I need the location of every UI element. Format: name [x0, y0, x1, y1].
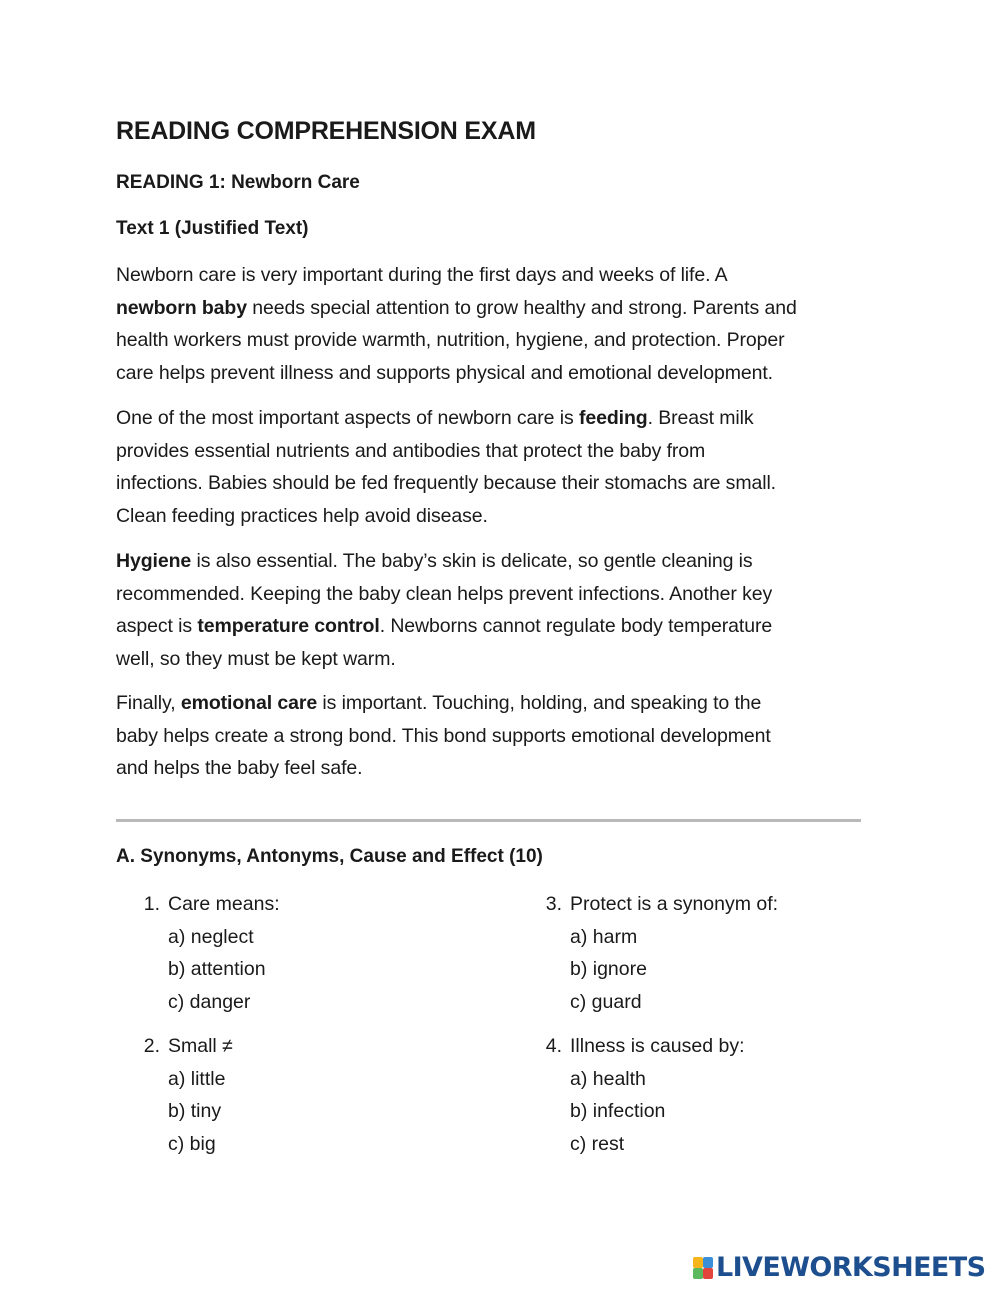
paragraph-text: is also essential. The baby’s skin is delicate, so gentle cleaning is [191, 550, 753, 572]
paragraph-line [116, 687, 862, 720]
paragraph-line: infections. Babies should be fed frequently because their stomachs are small. [116, 472, 777, 495]
paragraph-line: health workers must provide warmth, nutrition, hygiene, and protection. Proper [116, 329, 785, 352]
paragraph-line: baby helps create a strong bond. This bond supports emotional development [116, 724, 771, 747]
answer-option[interactable]: c) danger [168, 990, 251, 1013]
question-prompt: Protect is a synonym of: [570, 893, 779, 915]
paragraph-line: Clean feeding practices help avoid disease. [116, 504, 488, 527]
answer-option[interactable]: b) attention [168, 958, 266, 981]
question-number: 1. [143, 893, 160, 915]
liveworksheets-logo-icon [693, 1257, 713, 1279]
passage-paragraph-2 [116, 402, 862, 532]
brand-name: LIVEWORKSHEETS [716, 1252, 986, 1283]
question-number: 4. [545, 1035, 562, 1057]
answer-option[interactable]: a) little [168, 1067, 226, 1090]
paragraph-text: needs special attention to grow healthy and strong. Parents and [246, 296, 797, 319]
paragraph-line: recommended. Keeping the baby clean helps prevent infections. Another key [116, 582, 773, 605]
paragraph-text: is important. Touching, holding, and speaking to the [317, 692, 762, 714]
logo-square-icon [703, 1268, 713, 1279]
paragraph-line: well, so they must be kept warm. [116, 647, 396, 670]
paragraph-line: provides essential nutrients and antibodies that protect the baby from [116, 439, 706, 462]
answer-option[interactable]: b) ignore [570, 958, 647, 981]
question-prompt: Illness is caused by: [570, 1035, 745, 1057]
answer-option[interactable]: c) big [168, 1132, 216, 1155]
keyword-hygiene: Hygiene [116, 550, 192, 572]
answer-option[interactable]: a) health [570, 1067, 646, 1090]
answer-option[interactable]: c) rest [570, 1132, 625, 1155]
section-a-title: A. Synonyms, Antonyms, Cause and Effect (10) [116, 846, 543, 867]
question-number: 2. [143, 1035, 160, 1057]
paragraph-line: Newborn care is very important during the first days and weeks of life. A [116, 264, 728, 286]
keyword-newborn-baby: newborn baby [116, 296, 247, 319]
paragraph-text: aspect is [116, 615, 198, 638]
text-title: Text 1 (Justified Text) [116, 218, 309, 239]
paragraph-line: and helps the baby feel safe. [116, 757, 363, 780]
paragraph-line [116, 402, 862, 435]
passage-paragraph-1 [116, 259, 862, 389]
paragraph-line [116, 545, 862, 578]
question-prompt: Small ≠ [168, 1035, 233, 1057]
keyword-temperature-control: temperature control [197, 615, 380, 638]
section-divider [116, 819, 861, 822]
answer-option[interactable]: a) harm [570, 925, 638, 948]
logo-square-icon [693, 1268, 703, 1279]
paragraph-line [116, 292, 862, 325]
logo-square-icon [703, 1257, 713, 1268]
paragraph-text: Finally, [116, 692, 181, 714]
answer-option[interactable]: c) guard [570, 990, 642, 1013]
paragraph-text: . Newborns cannot regulate body temperature [379, 615, 773, 638]
logo-square-icon [693, 1257, 703, 1268]
paragraph-text: One of the most important aspects of newborn care is [116, 407, 579, 429]
paragraph-line [116, 610, 862, 643]
answer-option[interactable]: a) neglect [168, 925, 254, 948]
reading-title: READING 1: Newborn Care [116, 172, 360, 193]
answer-option[interactable]: b) infection [570, 1100, 666, 1123]
answer-option[interactable]: b) tiny [168, 1100, 222, 1123]
keyword-feeding: feeding [578, 407, 648, 429]
paragraph-text: . Breast milk [647, 407, 754, 429]
keyword-emotional-care: emotional care [180, 692, 318, 714]
question-number: 3. [545, 893, 562, 915]
passage-paragraph-4 [116, 687, 862, 785]
liveworksheets-brand[interactable] [693, 1253, 985, 1283]
passage-paragraph-3 [116, 545, 862, 675]
question-prompt: Care means: [168, 893, 280, 915]
exam-title: READING COMPREHENSION EXAM [116, 117, 536, 145]
paragraph-line: care helps prevent illness and supports physical and emotional development. [116, 361, 773, 384]
